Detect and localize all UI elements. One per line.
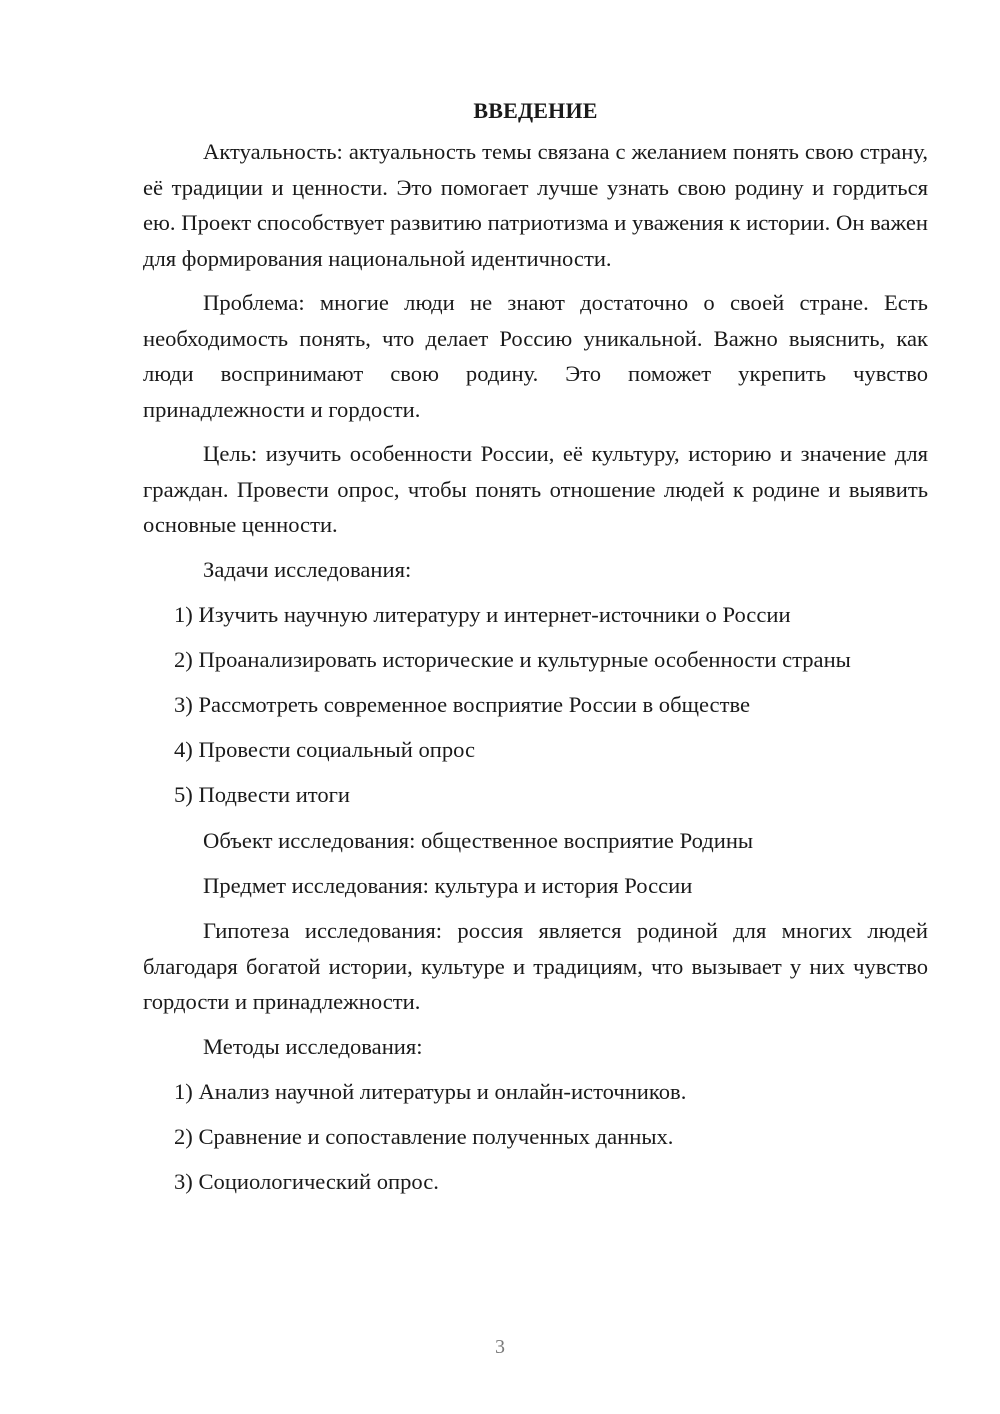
research-subject: Предмет исследования: культура и история России: [203, 872, 693, 898]
section-heading: ВВЕДЕНИЕ: [473, 98, 598, 123]
task-item: 1) Изучить научную литературу и интернет-источники о России: [174, 601, 791, 627]
goal-paragraph: Цель: изучить особенности России, её культуру, историю и значение для граждан. Провести опрос, чтобы понять отношение людей к родине и выявить основные ценности.: [143, 441, 928, 537]
task-item: 4) Провести социальный опрос: [174, 737, 476, 763]
task-item: 5) Подвести итоги: [174, 782, 351, 808]
tasks-label: Задачи исследования:: [203, 556, 412, 582]
research-object: Объект исследования: общественное восприятие Родины: [203, 827, 754, 853]
method-item: 1) Анализ научной литературы и онлайн-источников.: [174, 1078, 687, 1104]
method-item: 2) Сравнение и сопоставление полученных данных.: [174, 1123, 674, 1149]
relevance-paragraph: Актуальность: актуальность темы связана с желанием понять свою страну, её традиции и ценности. Это помогает лучше узнать свою родину и гордиться ею. Проект способствует развитию патриотизма и уважения к истории. Он важен для формирования национальной идентичности.: [143, 139, 928, 271]
problem-paragraph: Проблема: многие люди не знают достаточно о своей стране. Есть необходимость понять, что делает Россию уникальной. Важно выяснить, как люди воспринимают свою родину. Это поможет укрепить чувство принадлежности и гордости.: [143, 290, 928, 422]
hypothesis-paragraph: Гипотеза исследования: россия является родиной для многих людей благодаря богатой истории, культуре и традициям, что вызывает у них чувство гордости и принадлежности.: [143, 918, 928, 1014]
page-content: [143, 96, 928, 1209]
methods-label: Методы исследования:: [203, 1033, 423, 1059]
method-item: 3) Социологический опрос.: [174, 1169, 439, 1195]
task-item: 3) Рассмотреть современное восприятие России в обществе: [174, 692, 751, 718]
page-number: 3: [495, 1336, 505, 1358]
task-item: 2) Проанализировать исторические и культурные особенности страны: [174, 646, 851, 672]
